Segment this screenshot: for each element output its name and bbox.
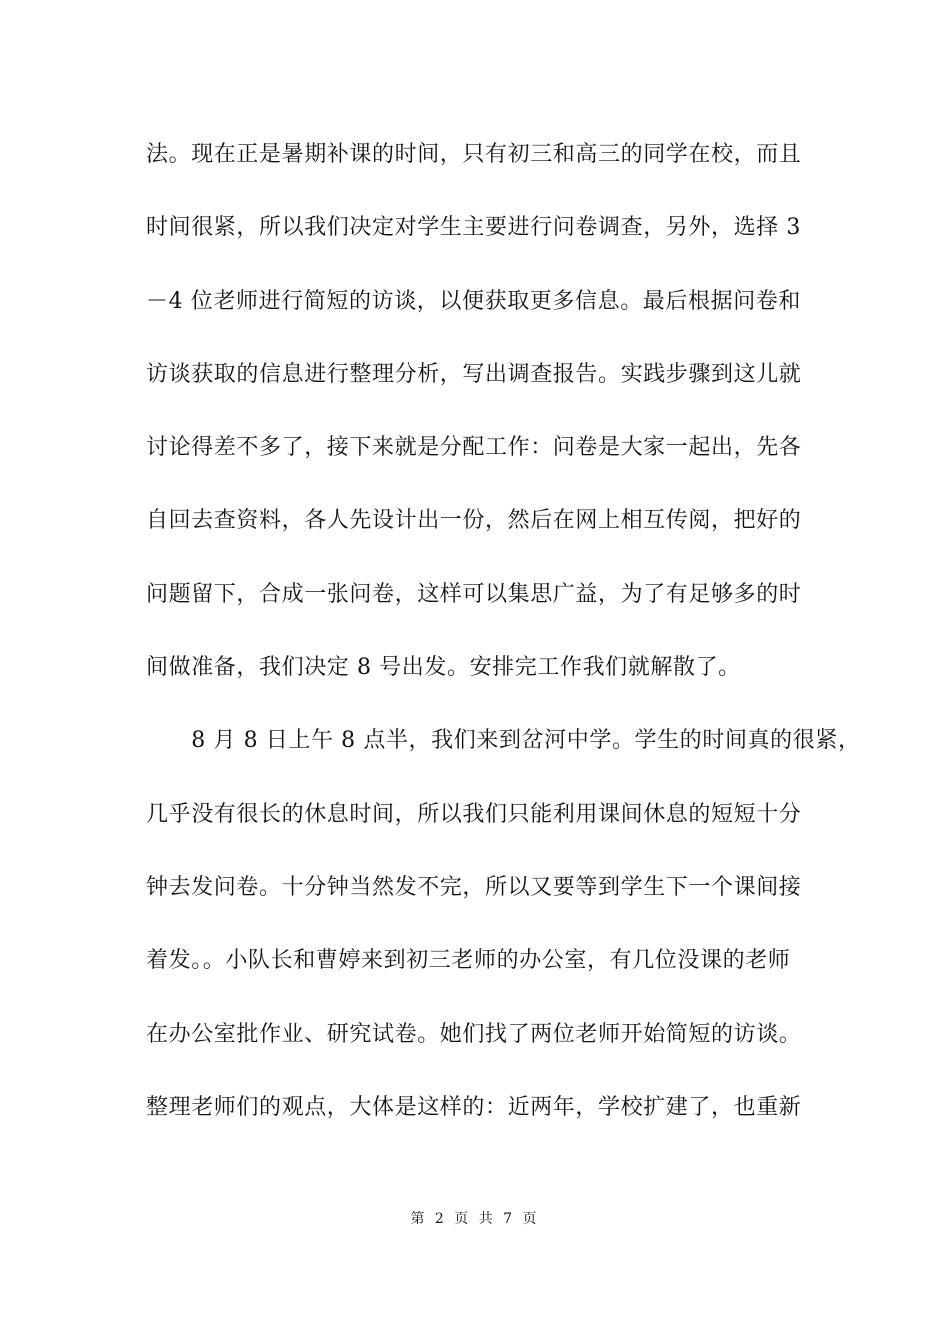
page-number-footer: 第 2 页 共 7 页 bbox=[410, 1211, 540, 1227]
text-line: 讨论得差不多了，接下来就是分配工作：问卷是大家一起出，先各 bbox=[146, 435, 802, 461]
text-line: 时间很紧，所以我们决定对学生主要进行问卷调查，另外，选择 3 bbox=[146, 215, 801, 241]
text-line: 整理老师们的观点，大体是这样的：近两年，学校扩建了，也重新 bbox=[146, 1094, 802, 1120]
text-line: 间做准备，我们决定 8 号出发。安排完工作我们就解散了。 bbox=[146, 655, 741, 681]
text-line: 着发。。小队长和曹婷来到初三老师的办公室，有几位没课的老师 bbox=[146, 948, 791, 974]
text-line: 法。现在正是暑期补课的时间，只有初三和高三的同学在校，而且 bbox=[146, 142, 802, 167]
text-line: 在办公室批作业、研究试卷。她们找了两位老师开始简短的访谈。 bbox=[146, 1021, 802, 1047]
text-line: 自回去查资料，各人先设计出一份，然后在网上相互传阅，把好的 bbox=[146, 508, 802, 534]
text-line: 访谈获取的信息进行整理分析，写出调查报告。实践步骤到这儿就 bbox=[146, 361, 802, 387]
text-line: －4 位老师进行简短的访谈，以便获取更多信息。最后根据问卷和 bbox=[146, 288, 801, 314]
body-text bbox=[146, 131, 861, 1157]
text-line: 问题留下，合成一张问卷，这样可以集思广益，为了有足够多的时 bbox=[146, 581, 802, 607]
text-line: 几乎没有很长的休息时间，所以我们只能利用课间休息的短短十分 bbox=[146, 801, 802, 827]
text-line: 8 月 8 日上午 8 点半，我们来到岔河中学。学生的时间真的很紧， bbox=[146, 728, 861, 754]
text-line: 钟去发问卷。十分钟当然发不完，所以又要等到学生下一个课间接 bbox=[146, 874, 802, 900]
